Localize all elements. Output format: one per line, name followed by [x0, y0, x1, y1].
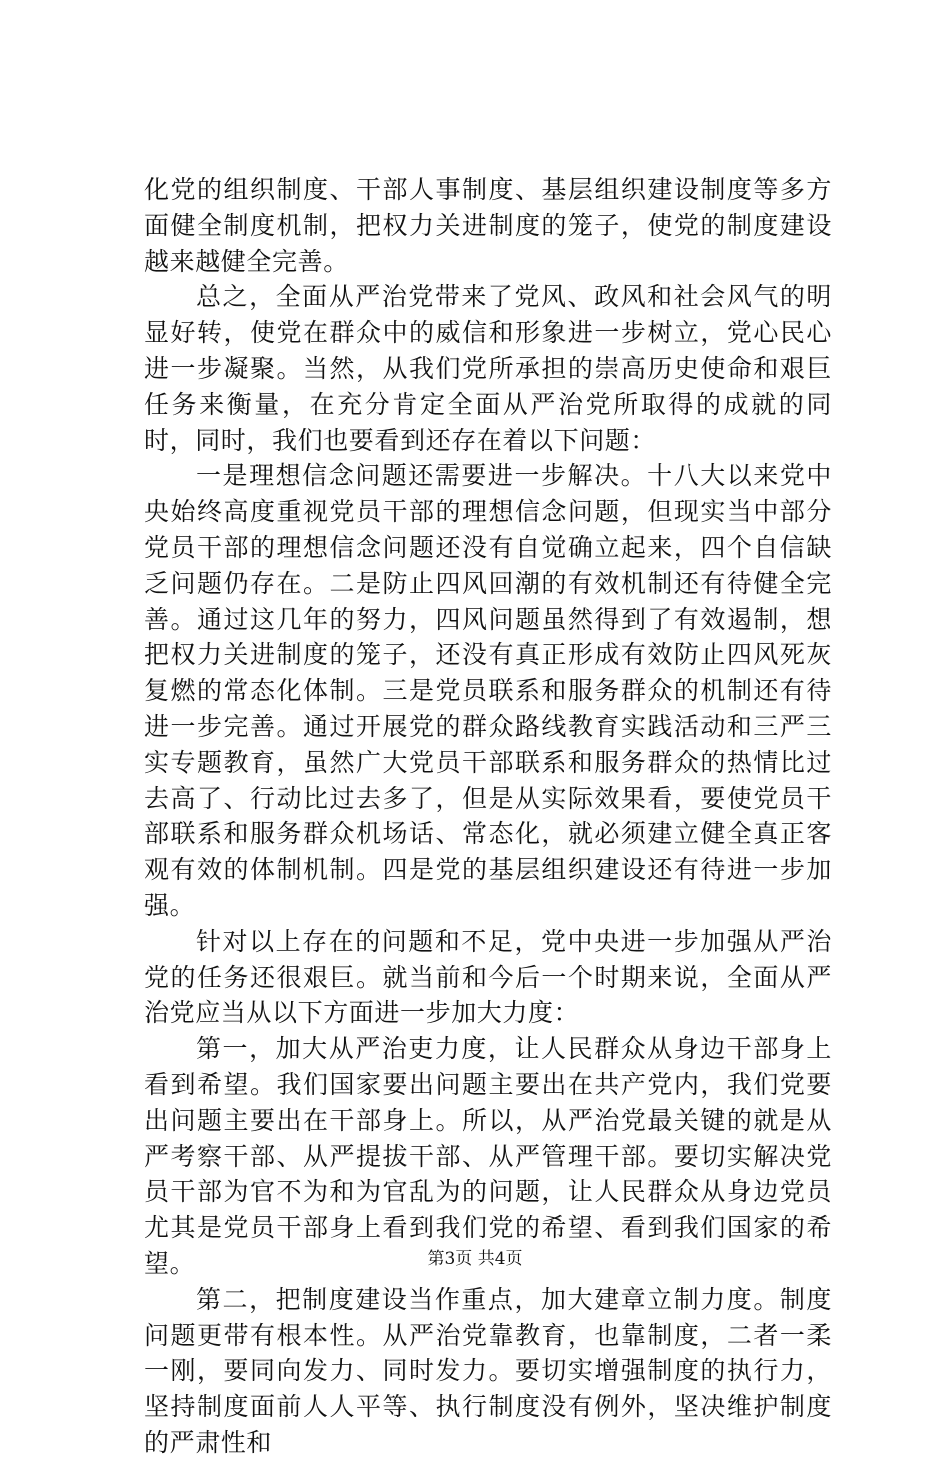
- paragraph-summary: 总之，全面从严治党带来了党风、政风和社会风气的明显好转，使党在群众中的威信和形象进一步树立，党心民心进一步凝聚。当然，从我们党所承担的崇高历史使命和艰巨任务来衡量，在充分肯定全面从严治党所取得的成就的同时，同时，我们也要看到还存在着以下问题：: [144, 282, 832, 455]
- paragraph-first-measure: 第一，加大从严治吏力度，让人民群众从身边干部身上看到希望。我们国家要出问题主要出在共产党内，我们党要出问题主要出在干部身上。所以，从严治党最关键的就是从严考察干部、从严提拔干部、从严管理干部。要切实解决党员干部为官不为和为官乱为的问题，让人民群众从身边党员尤其是党员干部身上看到我们党的希望、看到我们国家的希望。: [144, 1034, 832, 1278]
- paragraph-continuation: 化党的组织制度、干部人事制度、基层组织建设制度等多方面健全制度机制，把权力关进制度的笼子，使党的制度建设越来越健全完善。: [144, 175, 832, 276]
- paragraph-second-measure: 第二，把制度建设当作重点，加大建章立制力度。制度问题更带有根本性。从严治党靠教育，也靠制度，二者一柔一刚，要同向发力、同时发力。要切实增强制度的执行力，坚持制度面前人人平等、执行制度没有例外，坚决维护制度的严肃性和: [144, 1284, 832, 1457]
- page-footer: 第3页 共4页: [427, 1249, 523, 1269]
- paragraph-problems: 一是理想信念问题还需要进一步解决。十八大以来党中央始终高度重视党员干部的理想信念问题，但现实当中部分党员干部的理想信念问题还没有自觉确立起来，四个自信缺乏问题仍存在。二是防止四风回潮的有效机制还有待健全完善。通过这几年的努力，四风问题虽然得到了有效遏制，想把权力关进制度的笼子，还没有真正形成有效防止四风死灰复燃的常态化体制。三是党员联系和服务群众的机制还有待进一步完善。通过开展党的群众路线教育实践活动和三严三实专题教育，虽然广大党员干部联系和服务群众的热情比过去高了、行动比过去多了，但是从实际效果看，要使党员干部联系和服务群众机场话、常态化，就必须建立健全真正客观有效的体制机制。四是党的基层组织建设还有待进一步加强。: [144, 461, 832, 920]
- paragraph-response: 针对以上存在的问题和不足，党中央进一步加强从严治党的任务还很艰巨。就当前和今后一个时期来说，全面从严治党应当从以下方面进一步加大力度：: [144, 926, 832, 1028]
